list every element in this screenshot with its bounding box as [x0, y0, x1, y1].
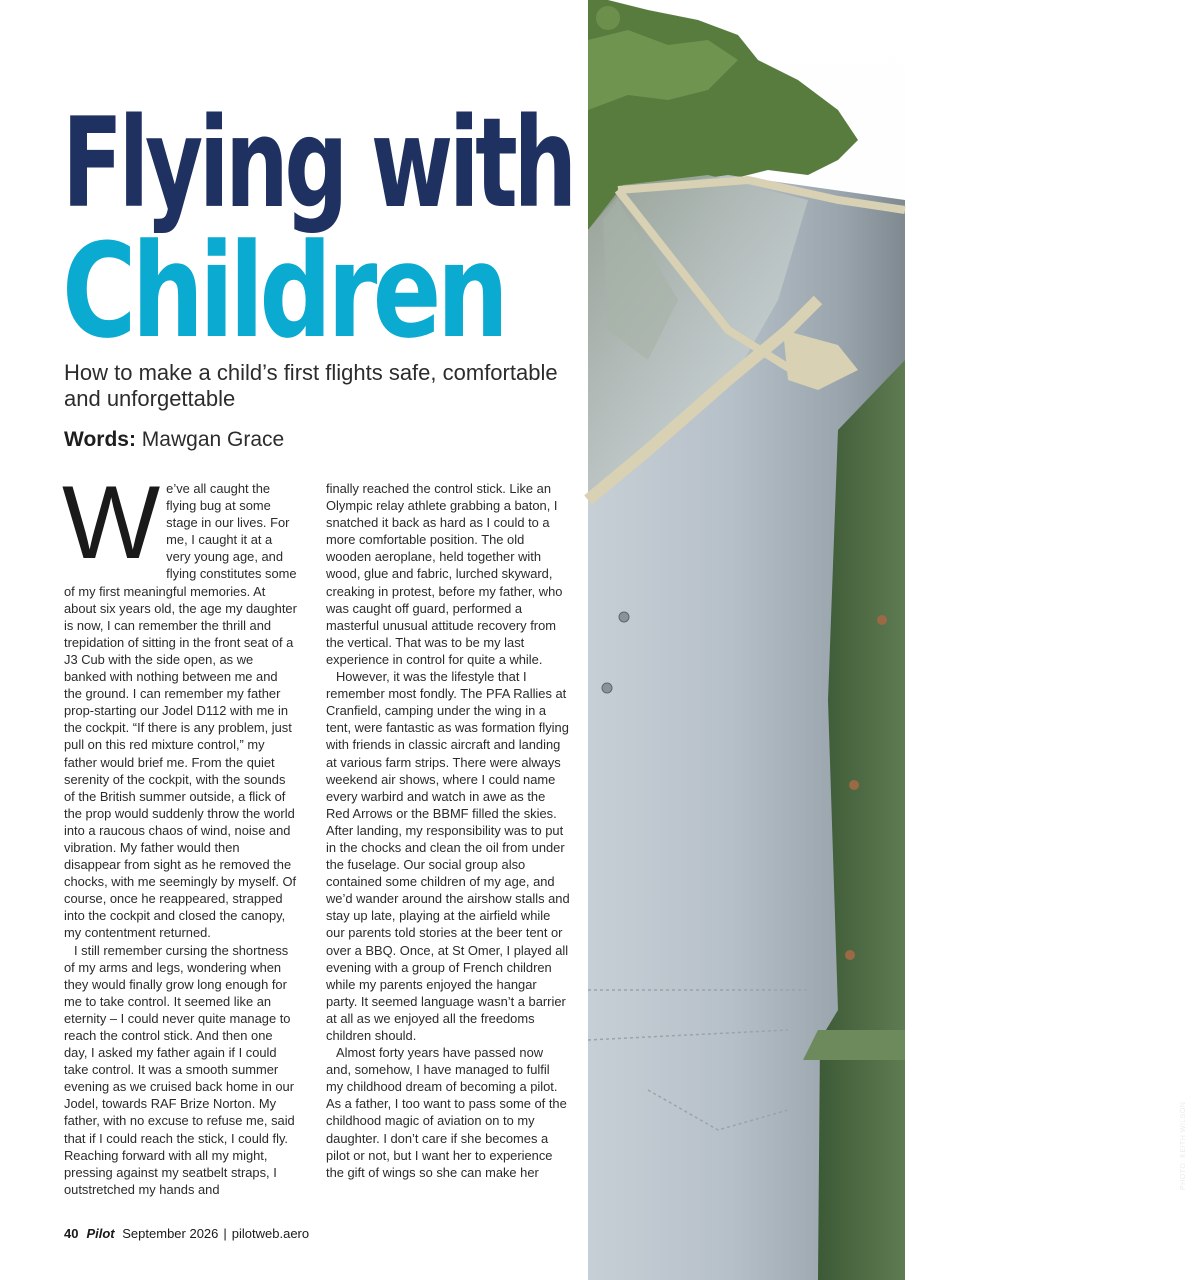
headline-line-2: Children: [62, 215, 505, 367]
paragraph: [62, 465, 298, 942]
subtitle: How to make a child’s first flights safe, comfortable and unforgettable: [64, 360, 558, 411]
article-column-2: [326, 480, 570, 1181]
paragraph: However, it was the lifestyle that I remember most fondly. The PFA Rallies at Cranfield, camping under the wing in a tent, were fantastic as was formation flying with friends in classic aircraft and landing at various farm strips. There were always weekend air shows, where I could name every warbird and watch in awe as the Red Arrows or the BBMF filled the skies. After landing, my responsibility was to put in the chocks and clean the oil from under the fuselage. Our social group also contained some children of my age, and we’d wander around the airshow stalls and stay up late, playing at the airfield while our parents told stories at the beer tent or over a BBQ. Once, at St Omer, I played all evening with a group of French children while my parents enjoyed the hangar party. It seemed language wasn’t a barrier at all as we enjoyed all the freedoms children should.: [326, 669, 570, 1043]
photo-credit: PHOTO: KEITH WILSON: [1180, 1101, 1187, 1190]
footer-separator: |: [223, 1226, 227, 1241]
byline-label: Words:: [64, 428, 136, 451]
paragraph-text: e’ve all caught the flying bug at some stage in our lives. For me, I caught it at a very young age, and flying constitutes some of my first meaningful memories. At about six years old, the age my daughter is now, I can remember the thrill and trepidation of sitting in the front seat of a J3 Cub with the side open, as we banked with nothing between me and the ground. I can remember my father prop-starting our Jodel D112 with me in the cockpit. “If there is any problem, just pull on this red mixture control,” my father would brief me. From the quiet serenity of the cockpit, with the sounds of the British summer outside, a flick of the prop would suddenly throw the world into a raucous chaos of wind, noise and vibration. My father would then disappear from sight as he removed the chocks, with me seemingly by myself. Of course, once he reappeared, strapped into the cockpit and closed the canopy, my contentment returned.: [64, 481, 297, 941]
paragraph: finally reached the control stick. Like an Olympic relay athlete grabbing a baton, I snatched it back as hard as I could to a more comfortable position. The old wooden aeroplane, held together with wood, glue and fabric, lurched skyward, creaking in protest, before my father, who was caught off guard, performed a masterful unusual attitude recovery from the vertical. That was to be my last experience in control for quite a while.: [326, 481, 563, 667]
drop-cap: W: [62, 465, 161, 581]
website-link[interactable]: pilotweb.aero: [231, 1226, 310, 1241]
issue-date: September 2026: [122, 1226, 219, 1241]
page-number: 40: [64, 1226, 79, 1241]
byline-author: Mawgan Grace: [141, 428, 285, 451]
paragraph: Almost forty years have passed now and, somehow, I have managed to fulfil my childhood dream of becoming a pilot. As a father, I too want to pass some of the childhood magic of aviation on to my daughter. I don’t care if she becomes a pilot or not, but I want her to experience the gift of wings so she can make her: [326, 1045, 567, 1180]
headline-line-1: Flying with: [62, 92, 573, 236]
article-column-1: [62, 465, 298, 1198]
page-footer: [64, 1226, 309, 1241]
byline: [64, 428, 284, 452]
magazine-name: Pilot: [86, 1226, 115, 1241]
paragraph: I still remember cursing the shortness of my arms and legs, wondering when they would finally grow long enough for me to take control. It seemed like an eternity – I could never quite manage to reach the control stick. And then one day, I asked my father again if I could take control. It was a smooth summer evening as we cruised back home in our Jodel, towards RAF Brize Norton. My father, with no excuse to refuse me, said that if I could reach the stick, I could fly. Reaching forward with all my might, pressing against my seatbelt straps, I outstretched my hands and: [64, 942, 295, 1197]
aircraft-canopy-photo: [588, 0, 1187, 1280]
